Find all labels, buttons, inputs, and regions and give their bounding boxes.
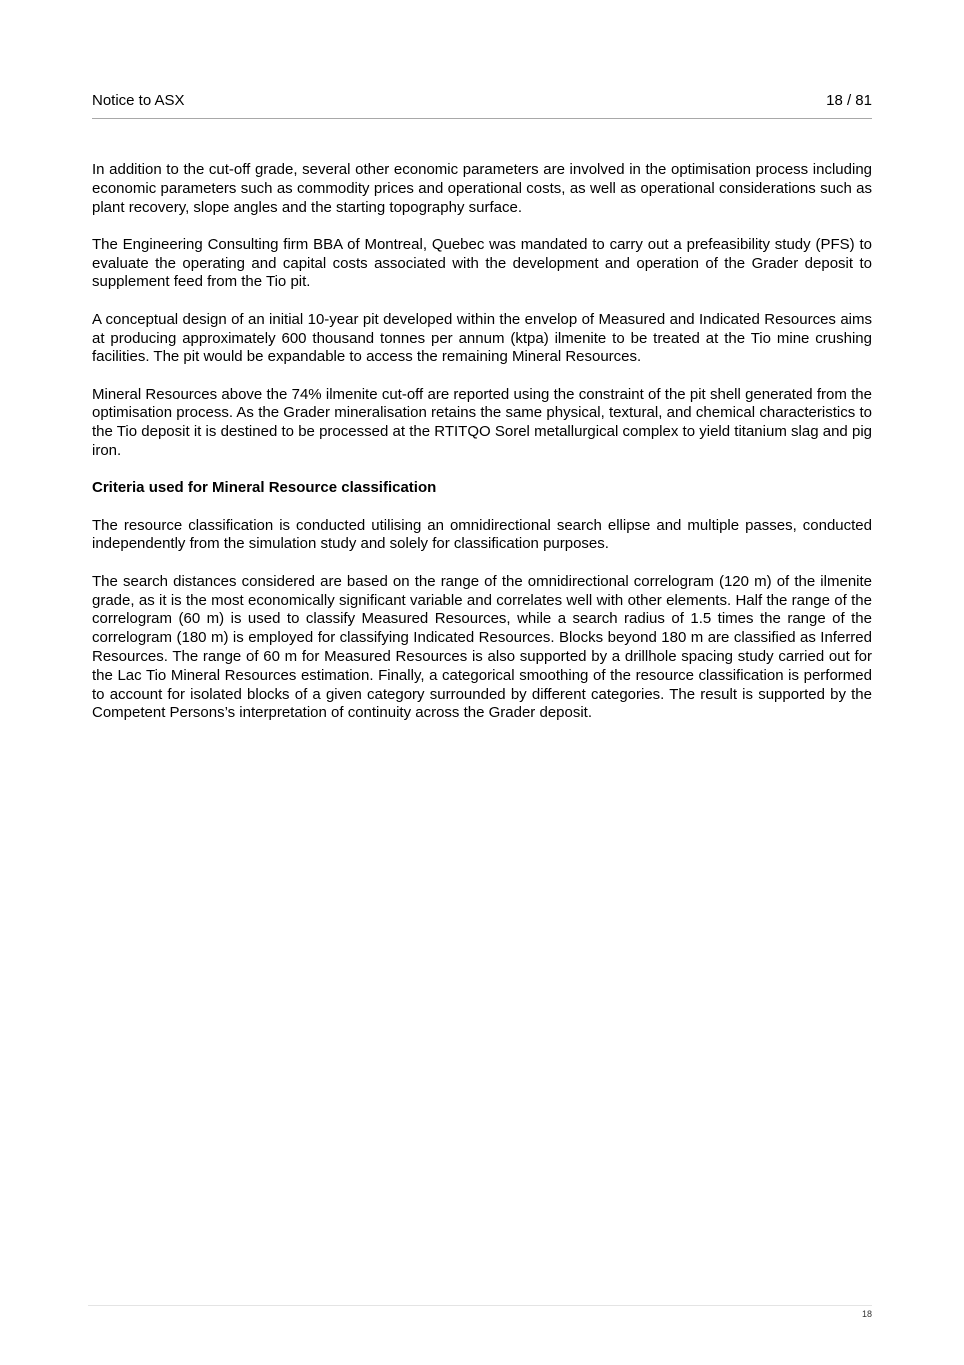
body-paragraph: In addition to the cut-off grade, several other economic parameters are involved in the optimisation process including economic parameters such as commodity prices and operational costs, as well as operational considerations such as plant recovery, slope angles and the starting topography surface.: [92, 161, 872, 216]
footer-page-number: 18: [861, 1309, 872, 1319]
body-paragraph: A conceptual design of an initial 10-year pit developed within the envelop of Measured and Indicated Resources aims at producing approximately 600 thousand tonnes per annum (ktpa) ilmenite to be treated at the Tio mine crushing facilities. The pit would be expandable to access the remaining Mineral Resources.: [92, 310, 872, 366]
page-indicator: 18 / 81: [826, 92, 872, 109]
section-paragraph: The resource classification is conducted utilising an omnidirectional search ellipse and multiple passes, conducted independently from the simulation study and solely for classification purposes.: [92, 516, 872, 553]
section-heading: Criteria used for Mineral Resource classification: [92, 479, 437, 497]
footer-divider: [88, 1305, 872, 1306]
section-paragraph: The search distances considered are based on the range of the omnidirectional correlogram (120 m) of the ilmenite grade, as it is the most economically significant variable and correlates well with other elements. Half the range of the correlogram (60 m) is used to classify Measured Resources, while a search radius of 1.5 times the range of the correlogram (180 m) is employed for classifying Indicated Resources. Blocks beyond 180 m are classified as Inferred Resources. The range of 60 m for Measured Resources is also supported by a drillhole spacing study carried out for the Lac Tio Mineral Resources estimation. Finally, a categorical smoothing of the resource classification is performed to account for isolated blocks of a given category surrounded by different categories. The result is supported by the Competent Persons’s interpretation of continuity across the Grader deposit.: [92, 572, 872, 722]
page-header: [92, 92, 872, 119]
body-paragraph: The Engineering Consulting firm BBA of Montreal, Quebec was mandated to carry out a prefeasibility study (PFS) to evaluate the operating and capital costs associated with the development and operation of the Grader deposit to supplement feed from the Tio pit.: [92, 235, 872, 291]
document-body: [92, 161, 872, 742]
document-title: Notice to ASX: [92, 92, 185, 109]
body-paragraph: Mineral Resources above the 74% ilmenite cut-off are reported using the constraint of the pit shell generated from the optimisation process. As the Grader mineralisation retains the same physical, textural, and chemical characteristics to the Tio deposit it is destined to be processed at the RTITQO Sorel metallurgical complex to yield titanium slag and pig iron.: [92, 385, 872, 460]
